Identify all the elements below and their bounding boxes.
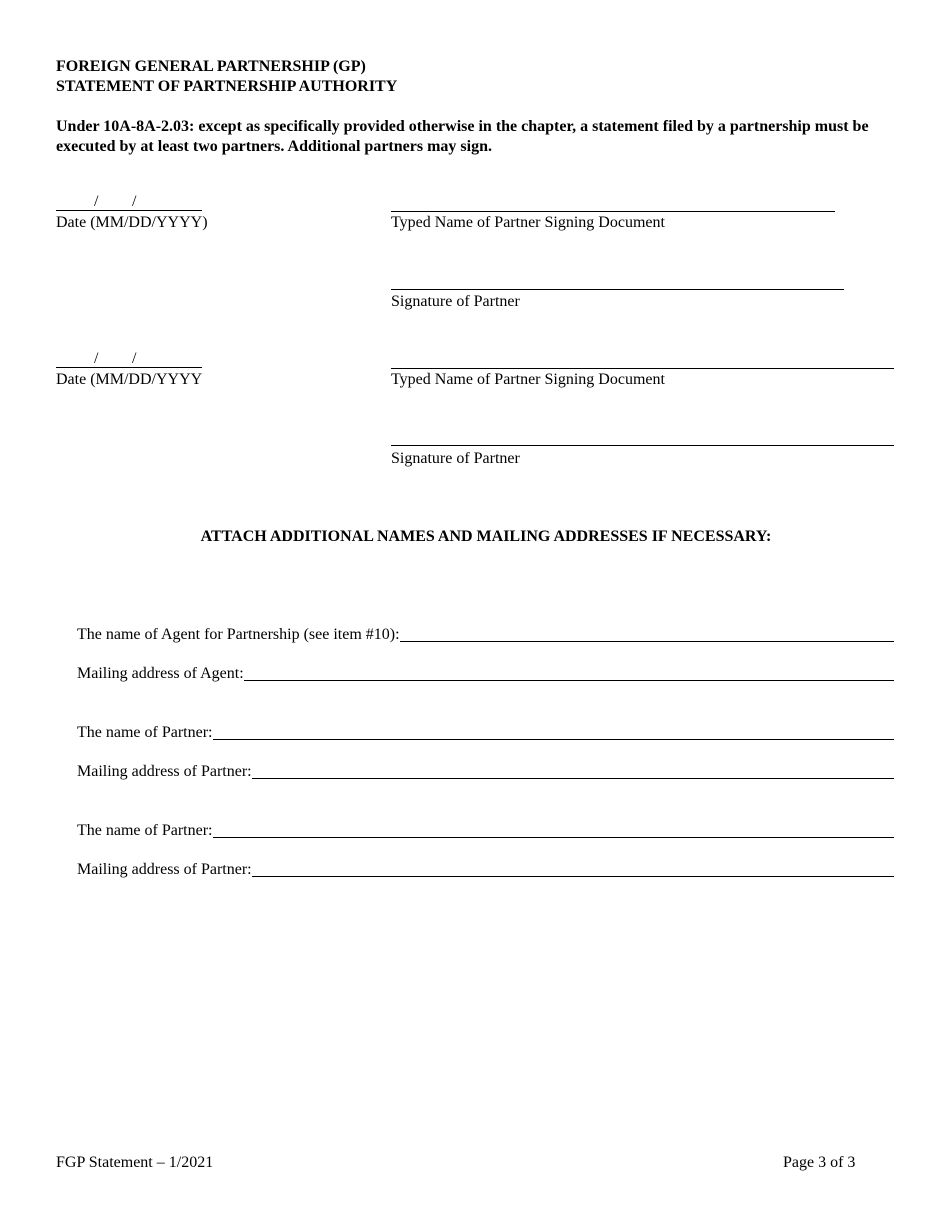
date-field-1[interactable] — [56, 193, 202, 211]
date-slash: / — [94, 193, 99, 210]
agent-address-label: Mailing address of Agent: — [77, 665, 244, 682]
partner-address-field-2[interactable] — [77, 860, 894, 880]
typed-name-line-2[interactable] — [391, 368, 894, 369]
agent-name-field[interactable] — [77, 625, 894, 645]
partner-name-label-1: The name of Partner: — [77, 724, 213, 741]
partner-address-label-2: Mailing address of Partner: — [77, 861, 252, 878]
typed-name-line-1[interactable] — [391, 211, 835, 212]
date-slash: / — [132, 350, 137, 367]
date-label-2: Date (MM/DD/YYYY — [56, 371, 203, 388]
execution-rule-text: Under 10A-8A-2.03: except as specifically provided otherwise in the chapter, a statement filed by a partnership must be executed by at least two partners. Additional partners may sign. — [56, 118, 869, 155]
date-slash: / — [132, 193, 137, 210]
date-label-1: Date (MM/DD/YYYY) — [56, 214, 208, 231]
date-line-1 — [56, 210, 202, 211]
agent-address-input-line[interactable] — [244, 664, 894, 681]
date-field-2[interactable] — [56, 350, 202, 368]
typed-name-label-2: Typed Name of Partner Signing Document — [391, 371, 665, 388]
footer-form-id: FGP Statement – 1/2021 — [56, 1154, 214, 1171]
partner-address-field-1[interactable] — [77, 762, 894, 782]
date-slash: / — [94, 350, 99, 367]
partner-name-input-line-2[interactable] — [213, 821, 895, 838]
footer-page-number: Page 3 of 3 — [783, 1154, 856, 1171]
agent-name-input-line[interactable] — [400, 625, 894, 642]
signature-label-2: Signature of Partner — [391, 450, 520, 467]
signature-line-2[interactable] — [391, 445, 894, 446]
partner-address-input-line-1[interactable] — [252, 762, 894, 779]
typed-name-label-1: Typed Name of Partner Signing Document — [391, 214, 665, 231]
form-title-line1: FOREIGN GENERAL PARTNERSHIP (GP) — [56, 58, 366, 75]
date-line-2 — [56, 367, 202, 368]
agent-name-label: The name of Agent for Partnership (see item #10): — [77, 626, 400, 643]
additional-section-heading: ATTACH ADDITIONAL NAMES AND MAILING ADDRESSES IF NECESSARY: — [200, 528, 772, 545]
partner-name-field-2[interactable] — [77, 821, 894, 841]
form-title — [56, 57, 397, 97]
partner-name-field-1[interactable] — [77, 723, 894, 743]
signature-line-1[interactable] — [391, 289, 844, 290]
partner-name-input-line-1[interactable] — [213, 723, 895, 740]
partner-address-label-1: Mailing address of Partner: — [77, 763, 252, 780]
signature-label-1: Signature of Partner — [391, 293, 520, 310]
partner-name-label-2: The name of Partner: — [77, 822, 213, 839]
partner-address-input-line-2[interactable] — [252, 860, 894, 877]
agent-address-field[interactable] — [77, 664, 894, 684]
form-title-line2: STATEMENT OF PARTNERSHIP AUTHORITY — [56, 78, 398, 95]
